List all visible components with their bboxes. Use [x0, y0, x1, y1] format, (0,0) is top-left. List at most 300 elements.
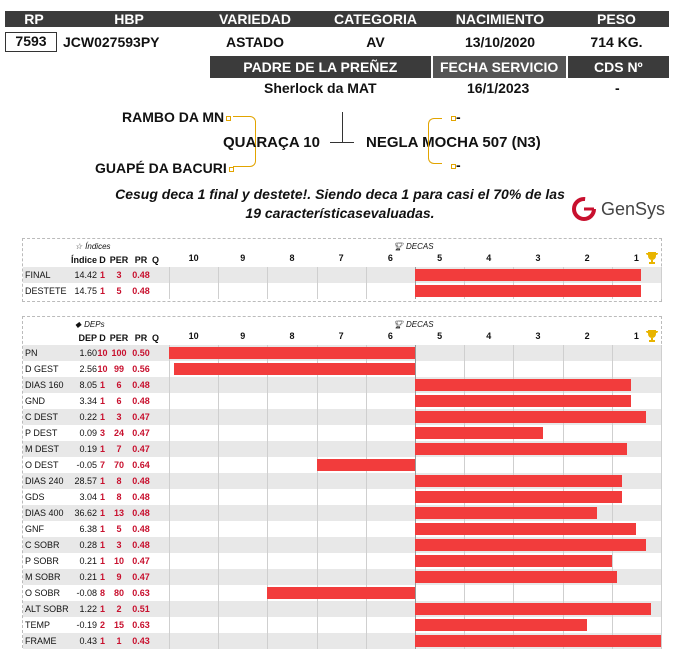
- row-label: P SOBR: [25, 556, 59, 566]
- row-value: 6.38: [79, 524, 97, 534]
- grid-line: [169, 617, 170, 633]
- row-label: DIAS 160: [25, 380, 64, 390]
- padre-value: Sherlock da MAT: [264, 80, 377, 96]
- bar-zone: [169, 267, 661, 283]
- grid-line: [218, 267, 219, 283]
- grid-line: [661, 425, 662, 441]
- row-precision: 0.47: [132, 412, 150, 422]
- grid-line: [661, 585, 662, 601]
- row-label: TEMP: [25, 620, 51, 630]
- row-percentile: 5: [116, 524, 122, 534]
- row-percentile: 3: [116, 540, 122, 550]
- sire-sire: RAMBO DA MN: [122, 109, 231, 125]
- grid-line: [317, 489, 318, 505]
- table-row: [23, 441, 661, 457]
- grid-line: [513, 361, 514, 377]
- grid-line: [661, 267, 662, 283]
- row-value: 8.05: [79, 380, 97, 390]
- grid-line: [267, 283, 268, 299]
- grid-line: [218, 473, 219, 489]
- row-percentile: 8: [116, 476, 122, 486]
- table-row: [23, 617, 661, 633]
- grid-line: [563, 457, 564, 473]
- row-label: DIAS 240: [25, 476, 64, 486]
- row-precision: 0.48: [132, 540, 150, 550]
- deca-label: 7: [338, 331, 344, 341]
- grid-line: [218, 537, 219, 553]
- grid-line: [267, 409, 268, 425]
- grid-line: [366, 633, 367, 649]
- indices-rows: [23, 267, 661, 299]
- row-precision: 0.64: [132, 460, 150, 470]
- headline: Cesug deca 1 final y destete!. Siendo deca 1 para casi el 70% de las 19 característicasevaluadas.: [115, 186, 565, 221]
- grid-line: [169, 633, 170, 649]
- grid-line: [661, 569, 662, 585]
- grid-line: [317, 425, 318, 441]
- grid-line: [366, 617, 367, 633]
- bar-zone: [169, 377, 661, 393]
- grid-line: [415, 457, 416, 473]
- nacimiento-value: 13/10/2020: [464, 34, 536, 50]
- gensys-logo-icon: [570, 195, 598, 223]
- grid-line: [317, 473, 318, 489]
- row-percentile: 13: [113, 508, 124, 518]
- grid-line: [661, 473, 662, 489]
- grid-line: [267, 521, 268, 537]
- col-rp: RP: [5, 11, 63, 27]
- row-precision: 0.47: [132, 428, 150, 438]
- grid-line: [169, 489, 170, 505]
- grid-line: [169, 505, 170, 521]
- grid-line: [612, 553, 613, 569]
- row-percentile: 15: [113, 620, 124, 630]
- row-precision: 0.51: [132, 604, 150, 614]
- grid-line: [218, 393, 219, 409]
- gensys-logo: [570, 195, 665, 223]
- deps-title-row: [23, 317, 661, 331]
- grid-line: [612, 361, 613, 377]
- table-row: [23, 489, 661, 505]
- grid-line: [366, 521, 367, 537]
- row-precision: 0.47: [132, 572, 150, 582]
- row-value: 0.28: [79, 540, 97, 550]
- row-value: 2.56: [79, 364, 97, 374]
- indices-cols-row: [23, 253, 661, 267]
- row-value: -0.19: [76, 620, 97, 630]
- grid-line: [661, 457, 662, 473]
- trophy-small-icon: 🏆︎: [393, 241, 404, 251]
- variedad-value: ASTADO: [225, 34, 285, 50]
- deca-label: 3: [535, 331, 541, 341]
- deca-bar: [317, 459, 415, 471]
- row-deca: 1: [99, 380, 105, 390]
- deca-label: 4: [486, 331, 492, 341]
- grid-line: [661, 345, 662, 361]
- fecha-value: 16/1/2023: [466, 80, 530, 96]
- deca-bar: [415, 475, 622, 487]
- row-precision: 0.47: [132, 556, 150, 566]
- deca-bar: [267, 587, 415, 599]
- bar-zone: [169, 585, 661, 601]
- sire-dam: GUAPÉ DA BACURI: [95, 160, 234, 176]
- grid-line: [661, 553, 662, 569]
- row-deca: 1: [99, 444, 105, 454]
- grid-line: [366, 441, 367, 457]
- bar-zone: [169, 489, 661, 505]
- grid-line: [267, 537, 268, 553]
- grid-line: [366, 489, 367, 505]
- row-value: 0.22: [79, 412, 97, 422]
- table-row: [23, 601, 661, 617]
- row-precision: 0.48: [132, 380, 150, 390]
- grid-line: [612, 345, 613, 361]
- grid-line: [267, 473, 268, 489]
- grid-line: [218, 585, 219, 601]
- grid-line: [267, 441, 268, 457]
- col-hbp: HBP: [63, 11, 195, 27]
- grid-line: [661, 361, 662, 377]
- gensys-logo-text: GenSys: [601, 198, 666, 219]
- rp-value: 7593: [5, 32, 57, 52]
- deca-label: 6: [387, 253, 393, 263]
- grid-line: [218, 617, 219, 633]
- grid-line: [612, 457, 613, 473]
- col-q: Q: [152, 333, 160, 343]
- table-row: [23, 473, 661, 489]
- grid-line: [464, 361, 465, 377]
- grid-line: [169, 569, 170, 585]
- row-label: GNF: [25, 524, 44, 534]
- deps-rows: [23, 345, 661, 649]
- grid-line: [366, 425, 367, 441]
- grid-line: [366, 409, 367, 425]
- row-percentile: 99: [113, 364, 124, 374]
- grid-line: [661, 505, 662, 521]
- bar-zone: [169, 457, 661, 473]
- bar-zone: [169, 425, 661, 441]
- grid-line: [661, 283, 662, 299]
- bar-zone: [169, 409, 661, 425]
- trophy-icon: [645, 329, 659, 343]
- deca-bar: [415, 269, 641, 281]
- grid-line: [612, 425, 613, 441]
- grid-line: [661, 537, 662, 553]
- service-header: [210, 56, 669, 78]
- row-value: 0.21: [79, 556, 97, 566]
- grid-line: [218, 441, 219, 457]
- grid-line: [464, 457, 465, 473]
- row-precision: 0.48: [132, 396, 150, 406]
- grid-line: [169, 585, 170, 601]
- row-value: 3.04: [79, 492, 97, 502]
- row-deca: 3: [99, 428, 105, 438]
- row-deca: 1: [99, 636, 105, 646]
- row-percentile: 5: [116, 286, 122, 296]
- grid-line: [317, 537, 318, 553]
- table-row: [23, 553, 661, 569]
- grid-line: [218, 283, 219, 299]
- grid-line: [169, 441, 170, 457]
- grid-line: [218, 377, 219, 393]
- grid-line: [661, 601, 662, 617]
- row-value: -0.08: [76, 588, 97, 598]
- grid-line: [366, 553, 367, 569]
- row-percentile: 3: [116, 412, 122, 422]
- peso-value: 714 KG.: [590, 34, 643, 50]
- hbp-value: JCW027593PY: [63, 34, 160, 50]
- row-percentile: 24: [113, 428, 124, 438]
- row-precision: 0.63: [132, 588, 150, 598]
- row-precision: 0.47: [132, 444, 150, 454]
- trophy-icon: [645, 251, 659, 265]
- grid-line: [267, 569, 268, 585]
- grid-line: [366, 283, 367, 299]
- grid-line: [563, 345, 564, 361]
- bar-zone: [169, 537, 661, 553]
- grid-line: [169, 473, 170, 489]
- bar-zone: [169, 633, 661, 649]
- grid-line: [661, 633, 662, 649]
- row-deca: 8: [99, 588, 105, 598]
- row-label: GND: [25, 396, 45, 406]
- grid-line: [366, 505, 367, 521]
- row-deca: 1: [99, 572, 105, 582]
- bar-zone: [169, 345, 661, 361]
- col-per: PER: [109, 255, 129, 265]
- row-label: DESTETE: [25, 286, 67, 296]
- padre-label: PADRE DE LA PREÑEZ: [210, 56, 431, 78]
- row-value: -0.05: [76, 460, 97, 470]
- deca-label: 9: [240, 253, 246, 263]
- grid-line: [464, 585, 465, 601]
- row-value: 3.34: [79, 396, 97, 406]
- grid-line: [317, 633, 318, 649]
- tag-icon: ◆: [75, 319, 82, 329]
- grid-line: [563, 361, 564, 377]
- row-precision: 0.43: [132, 636, 150, 646]
- grid-line: [317, 409, 318, 425]
- fecha-label: FECHA SERVICIO: [433, 56, 566, 78]
- row-label: PN: [25, 348, 38, 358]
- row-label: O SOBR: [25, 588, 61, 598]
- grid-line: [218, 425, 219, 441]
- row-deca: 7: [99, 460, 105, 470]
- deca-bar: [415, 411, 646, 423]
- grid-line: [366, 393, 367, 409]
- row-value: 0.43: [79, 636, 97, 646]
- trophy-small-icon-2: 🏆︎: [393, 319, 404, 329]
- row-percentile: 7: [116, 444, 122, 454]
- row-label: DIAS 400: [25, 508, 64, 518]
- table-row: [23, 585, 661, 601]
- deca-bar: [415, 523, 636, 535]
- row-percentile: 8: [116, 492, 122, 502]
- row-deca: 1: [99, 604, 105, 614]
- grid-line: [661, 441, 662, 457]
- col-pr: PR: [134, 333, 148, 343]
- bar-zone: [169, 441, 661, 457]
- deca-bar: [415, 507, 597, 519]
- grid-line: [218, 633, 219, 649]
- grid-line: [169, 537, 170, 553]
- deca-label: 9: [240, 331, 246, 341]
- grid-line: [317, 617, 318, 633]
- grid-line: [169, 283, 170, 299]
- grid-line: [415, 361, 416, 377]
- table-row: [23, 521, 661, 537]
- table-row: [23, 361, 661, 377]
- bar-zone: [169, 505, 661, 521]
- row-deca: 1: [99, 396, 105, 406]
- row-deca: 1: [99, 476, 105, 486]
- deca-label: 3: [535, 253, 541, 263]
- row-value: 0.09: [79, 428, 97, 438]
- bar-zone: [169, 361, 661, 377]
- row-deca: 1: [99, 412, 105, 422]
- grid-line: [218, 457, 219, 473]
- indices-deca-header: [169, 253, 661, 267]
- row-label: P DEST: [25, 428, 58, 438]
- row-precision: 0.48: [132, 476, 150, 486]
- row-label: ALT SOBR: [25, 604, 69, 614]
- deps-cols-row: [23, 331, 661, 345]
- grid-line: [169, 601, 170, 617]
- row-percentile: 10: [113, 556, 124, 566]
- table-row: [23, 457, 661, 473]
- row-percentile: 80: [113, 588, 124, 598]
- row-label: GDS: [25, 492, 45, 502]
- grid-line: [218, 553, 219, 569]
- bar-zone: [169, 521, 661, 537]
- grid-line: [661, 617, 662, 633]
- grid-line: [513, 345, 514, 361]
- row-value: 0.19: [79, 444, 97, 454]
- col-d: D: [99, 255, 106, 265]
- row-precision: 0.48: [132, 508, 150, 518]
- row-percentile: 6: [116, 380, 122, 390]
- categoria-value: AV: [366, 34, 385, 50]
- grid-line: [366, 267, 367, 283]
- deps-table: [22, 316, 662, 648]
- grid-line: [169, 267, 170, 283]
- col-peso: PESO: [564, 11, 669, 27]
- cds-value: -: [615, 80, 620, 96]
- row-deca: 1: [99, 540, 105, 550]
- deca-bar: [415, 379, 631, 391]
- grid-line: [267, 457, 268, 473]
- grid-line: [267, 377, 268, 393]
- grid-line: [661, 521, 662, 537]
- row-precision: 0.48: [132, 524, 150, 534]
- row-percentile: 100: [111, 348, 127, 358]
- deca-label: 5: [437, 253, 443, 263]
- header-columns: [5, 8, 669, 30]
- table-row: [23, 267, 661, 283]
- deca-bar: [415, 619, 587, 631]
- grid-line: [317, 505, 318, 521]
- row-deca: 1: [99, 508, 105, 518]
- row-deca: 1: [99, 492, 105, 502]
- dam-bracket: [428, 118, 442, 164]
- bar-zone: [169, 553, 661, 569]
- deps-title: DEPs: [84, 319, 105, 329]
- indices-decas-title: DECAS: [406, 241, 434, 251]
- deca-label: 1: [633, 331, 639, 341]
- deca-bar: [415, 395, 631, 407]
- deca-bar: [415, 603, 651, 615]
- row-percentile: 2: [116, 604, 122, 614]
- grid-line: [169, 553, 170, 569]
- dam-dam: -: [451, 157, 461, 173]
- row-label: C DEST: [25, 412, 59, 422]
- row-deca: 2: [99, 620, 105, 630]
- grid-line: [218, 505, 219, 521]
- row-percentile: 3: [116, 270, 122, 280]
- grid-line: [169, 457, 170, 473]
- row-label: M DEST: [25, 444, 60, 454]
- grid-line: [267, 393, 268, 409]
- row-precision: 0.56: [132, 364, 150, 374]
- grid-line: [169, 425, 170, 441]
- row-percentile: 9: [116, 572, 122, 582]
- grid-line: [563, 425, 564, 441]
- row-precision: 0.48: [132, 492, 150, 502]
- dam: NEGLA MOCHA 507 (N3): [366, 134, 541, 151]
- row-precision: 0.48: [132, 270, 150, 280]
- grid-line: [366, 537, 367, 553]
- grid-line: [317, 441, 318, 457]
- grid-line: [317, 521, 318, 537]
- grid-line: [317, 393, 318, 409]
- grid-line: [612, 585, 613, 601]
- deps-deca-header: [169, 331, 661, 345]
- bar-zone: [169, 617, 661, 633]
- grid-line: [317, 377, 318, 393]
- row-deca: 1: [99, 286, 105, 296]
- pedigree-connector: [330, 142, 354, 143]
- grid-line: [366, 377, 367, 393]
- grid-line: [267, 633, 268, 649]
- row-deca: 1: [99, 556, 105, 566]
- table-row: [23, 505, 661, 521]
- deca-label: 1: [633, 253, 639, 263]
- table-row: [23, 409, 661, 425]
- row-deca: 10: [97, 364, 108, 374]
- grid-line: [317, 569, 318, 585]
- grid-line: [218, 521, 219, 537]
- grid-line: [464, 345, 465, 361]
- grid-line: [267, 267, 268, 283]
- row-percentile: 6: [116, 396, 122, 406]
- deca-label: 10: [188, 253, 199, 263]
- deca-label: 10: [188, 331, 199, 341]
- grid-line: [661, 409, 662, 425]
- table-row: [23, 283, 661, 299]
- grid-line: [612, 617, 613, 633]
- col-indice: Índice: [71, 255, 98, 265]
- deca-label: 8: [289, 331, 295, 341]
- star-icon: ☆: [75, 241, 83, 251]
- row-value: 36.62: [74, 508, 97, 518]
- deca-label: 2: [584, 331, 590, 341]
- indices-title-row: [23, 239, 661, 253]
- grid-line: [612, 505, 613, 521]
- row-label: FINAL: [25, 270, 51, 280]
- grid-line: [317, 283, 318, 299]
- row-value: 28.57: [74, 476, 97, 486]
- grid-line: [218, 569, 219, 585]
- row-value: 1.22: [79, 604, 97, 614]
